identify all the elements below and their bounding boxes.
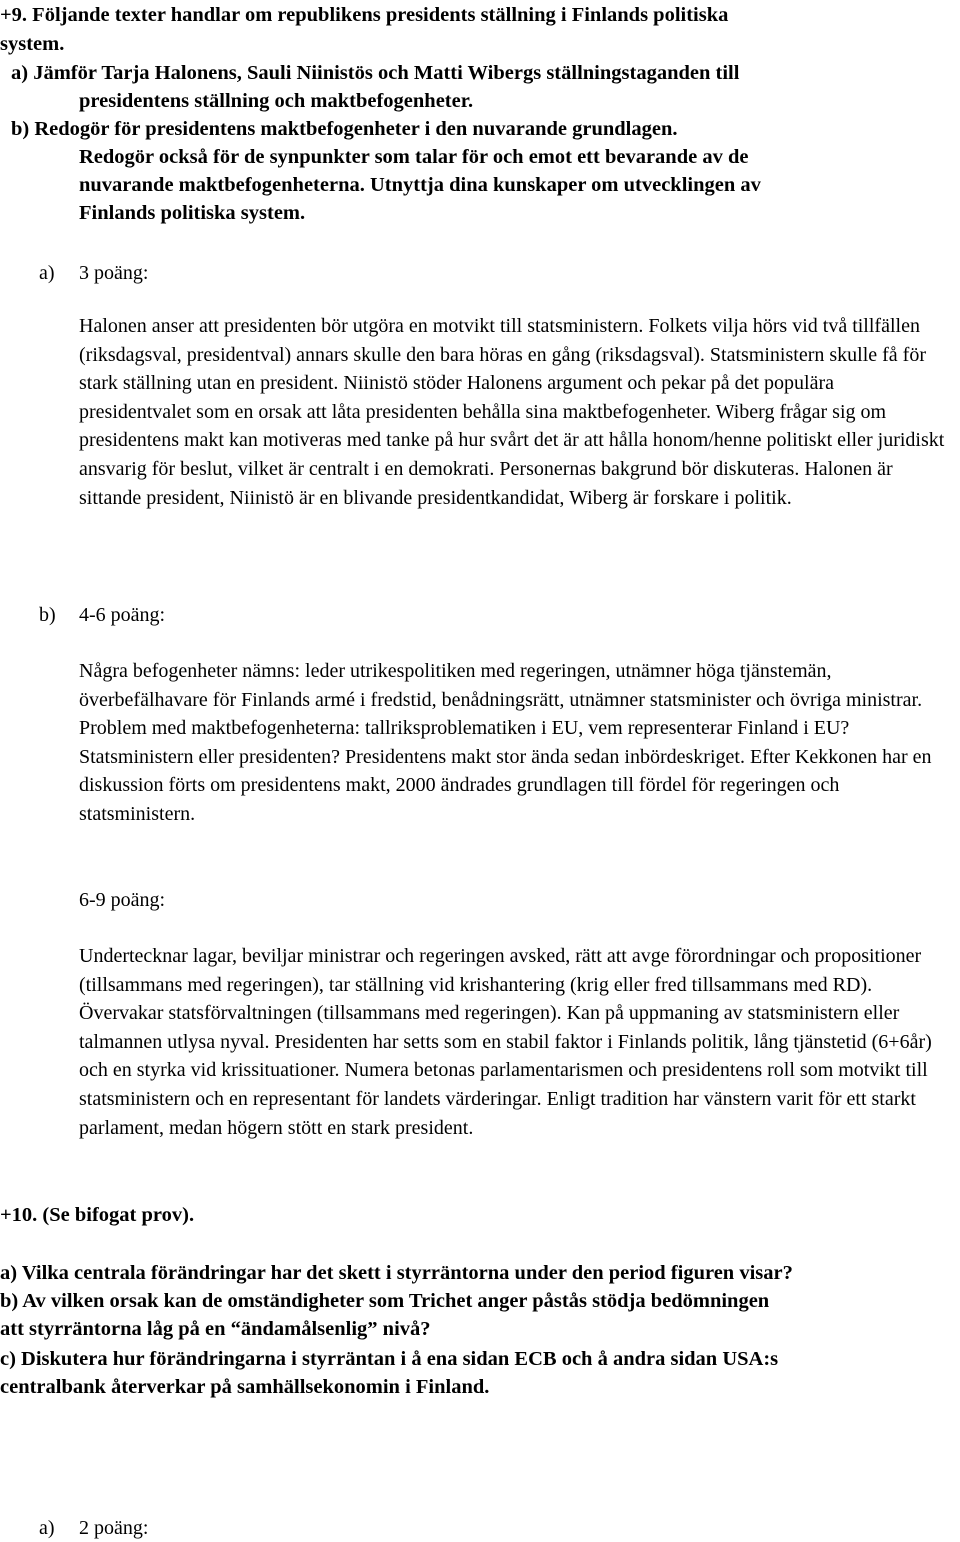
part-b-line-4: Finlands politiska system. [79, 202, 306, 224]
question-9-part-b [11, 119, 678, 140]
answer-a-points: 2 poäng: [79, 1517, 149, 1539]
question-10-part-c-line-2: centralbank återverkar på samhällsekonomin i Finland. [0, 1376, 490, 1398]
question-9-part-a [11, 63, 739, 84]
part-b-marker: b) [11, 118, 30, 140]
question-10-title: +10. (Se bifogat prov). [0, 1204, 195, 1226]
part-a-marker: a) [11, 62, 29, 84]
scoring-b-text: Några befogenheter nämns: leder utrikespolitiken med regeringen, utnämner höga tjänstemän, överbefälhavare för Finlands armé i fredstid, benådningsrätt, utnämner statsminister och övriga ministrar. Problem med maktbefogenheterna: tallriksproblematiken i EU, vem representerar Finland i EU? Statsministern eller presidenten? Presidentens makt stor ända sedan inbördeskriget. Efter Kekkonen har en diskussion förts om presidentens makt, 2000 ändrades grundlagen till fördel för regeringen och statsministern. [79, 660, 932, 825]
question-10-part-b-line-1: b) Av vilken orsak kan de omständigheter som Trichet anger påstås stödja bedömningen [0, 1290, 770, 1312]
scoring-a-text: Halonen anser att presidenten bör utgöra en motvikt till statsministern. Folkets vilja hörs vid två tillfällen (riksdagsval, presidentval) annars skulle den bara höras en gång (riksdagsval). Statsministern skulle få för stark ställning utan en president. Niinistö stöder Halonens argument och pekar på det populära presidentvalet som en orsak att låta presidenten behålla sina maktbefogenheter. Wiberg frågar sig om presidentens makt kan motiveras med tanke på hur svårt det är att hålla honom/henne politiskt eller juridiskt ansvarig för beslut, vilket är centralt i en demokrati. Personernas bakgrund bör diskuteras. Halonen är sittande president, Niinistö är en blivande presidentkandidat, Wiberg är forskare i politik. [79, 315, 945, 509]
scoring-b-marker: b) [39, 604, 56, 626]
question-9-title-continued: system. [0, 33, 65, 55]
part-b-line-1: Redogör för presidentens maktbefogenheter i den nuvarande grundlagen. [34, 118, 678, 140]
part-a-line-1: Jämför Tarja Halonens, Sauli Niinistös och Matti Wibergs ställningstaganden till [33, 62, 740, 84]
part-a-line-2: presidentens ställning och maktbefogenheter. [79, 90, 474, 112]
question-10-part-b-line-2: att styrräntorna låg på en “ändamålsenlig” nivå? [0, 1318, 431, 1340]
scoring-a-points: 3 poäng: [79, 262, 149, 284]
scoring-a-marker: a) [39, 262, 55, 284]
question-10-part-c-line-1: c) Diskutera hur förändringarna i styrräntan i å ena sidan ECB och å andra sidan USA:s [0, 1348, 779, 1370]
answer-a-marker: a) [39, 1517, 55, 1539]
question-9-title: +9. Följande texter handlar om republikens presidents ställning i Finlands politiska [0, 4, 729, 26]
question-10-part-a: a) Vilka centrala förändringar har det skett i styrräntorna under den period figuren visar? [0, 1262, 793, 1284]
scoring-b-text-high: Undertecknar lagar, beviljar ministrar och regeringen avsked, rätt att avge förordningar och propositioner (tillsammans med regeringen), tar ställning vid krishantering (krig eller fred tillsammans med RD). Övervakar statsförvaltningen (tillsammans med regeringen). Kan på uppmaning av statsministern eller talmannen utlysa nyval. Presidenten har setts som en stabil faktor i Finlands politik, lång tjänstetid (6+6år) och en styrka vid krissituationer. Numera betonas parlamentarismen och presidentens roll som motvikt till statsministern och en representant för landets värderingar. Enligt tradition har vänstern varit för ett starkt parlament, medan högern stött en stark president. [79, 945, 932, 1139]
scoring-b-points-high: 6-9 poäng: [79, 889, 166, 911]
scoring-b-points: 4-6 poäng: [79, 604, 166, 626]
part-b-line-2: Redogör också för de synpunkter som talar för och emot ett bevarande av de [79, 146, 749, 168]
part-b-line-3: nuvarande maktbefogenheterna. Utnyttja dina kunskaper om utvecklingen av [79, 174, 761, 196]
